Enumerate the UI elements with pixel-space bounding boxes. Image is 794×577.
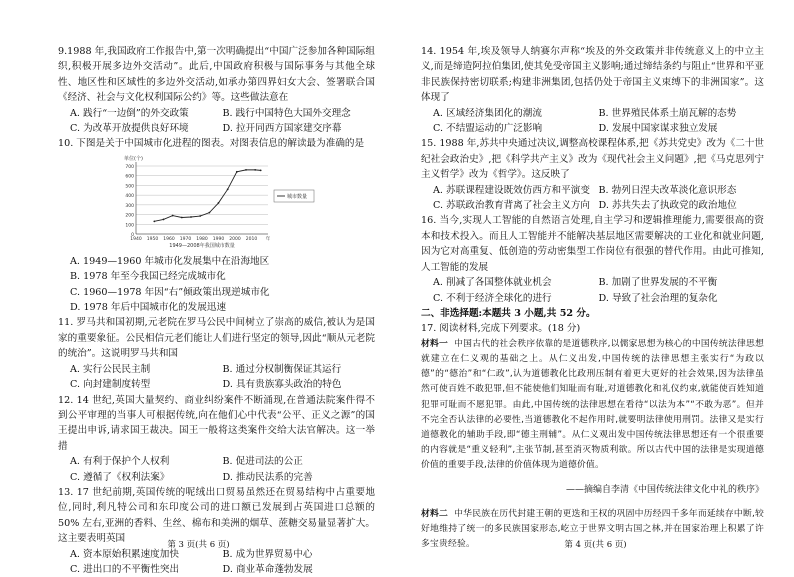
q11-stem: 11. 罗马共和国初期,元老院在罗马公民中间树立了崇高的威信,被认为是国家的重要象征。公民相信元老们能让人们进行坚定的领导,因此“顺从元老院的统治”。这说明罗马共和国 <box>58 317 375 360</box>
q11-option-d[interactable]: D. 具有贵族寡头政治的特色 <box>222 379 342 391</box>
q15-option-a[interactable]: A. 苏联课程建设既效仿西方和平演变 <box>433 184 590 196</box>
q10-stem: 10. 下图是关于中国城市化进程的图表。对图表信息的解读最为准确的是 <box>58 138 365 150</box>
chart-x-tick-label: 1940 <box>130 236 142 242</box>
q11-option-c[interactable]: C. 向封建制度转型 <box>70 379 151 391</box>
material-two-label: 材料二 <box>421 508 449 519</box>
chart-series-line <box>154 170 260 221</box>
q15-option-b[interactable]: B. 勃列日涅夫改革淡化意识形态 <box>598 184 737 196</box>
chart-data-point <box>199 215 201 217</box>
q10-option-a[interactable]: A. 1949—1960 年城市化发展集中在沿海地区 <box>70 255 270 267</box>
q12-option-d[interactable]: D. 推动民法系的完善 <box>222 471 313 483</box>
chart-data-point <box>190 216 192 218</box>
chart-x-tick-label: 1970 <box>179 236 192 242</box>
material-one-reference: ——摘编自李清《中国传统法律文化中礼的秩序》 <box>565 484 764 495</box>
q15-option-c[interactable]: C. 苏联政治教育背离了社会主义方向 <box>433 200 591 212</box>
chart-x-tick-label: 2010 <box>245 236 258 242</box>
material-one <box>421 337 764 474</box>
q10-option-c[interactable]: C. 1960—1978 年因“右”倾政策出现逆城市化 <box>70 286 270 298</box>
chart-y-axis-label: 单位(个) <box>124 155 143 162</box>
q13-option-b[interactable]: B. 成为世界贸易中心 <box>222 548 313 560</box>
q15-stem: 15. 1988 年,苏共中央通过决议,调整高校课程体系,把《苏共党史》改为《二十世纪社会政治史》,把《科学共产主义》改为《现代社会主义问题》,把《马克思列宁主义哲学》改为《哲学》。这反映了 <box>421 138 764 181</box>
page-footer-left: 第 3 页(共 6 页) <box>167 540 230 550</box>
material-one-text: 中国古代的社会秩序依靠的是道德秩序,以儒家思想为核心的中国传统法律思想就建立在仁义观的基础之上。从仁义出发,中国传统的法律思想主张实行“为政以德”的“德治”和“仁政”,认为道德教化比政刑压制有着更大更好的社会效果,因为法律虽然可使百姓不敢犯罪,但不能使他们知耻而有耻,对道德教化和礼仪约束,就能使百姓知道犯罪可耻而不愿犯罪。由此,中国传统的法律思想在看待“以法为本”“不敢为恶”。但并不完全否认法律的必要性,当道德教化不起作用时,就要明法律使用刑罚。法律又是实行道德教化的辅助手段,即“德主刑辅”。从仁义观出发中国传统法律思想还有一个很重要的内容就是“重义轻利”,主张节制,甚至消灭物质利欲。所以古代中国的法律是实现道德价值的重要手段,法律的价值体现为道德价值。 <box>421 338 764 471</box>
chart-data-point <box>254 169 256 171</box>
chart-data-point <box>208 212 210 214</box>
q12-options <box>58 454 375 485</box>
chart-x-tick-label: 1950 <box>146 236 159 242</box>
q16-option-c[interactable]: C. 不利于经济全球化的进行 <box>433 292 552 304</box>
chart-y-tick-label: 400 <box>125 193 134 199</box>
q14-options <box>421 106 764 137</box>
chart-legend-label: 城市数量 <box>287 193 308 200</box>
chart-data-point <box>260 169 262 171</box>
q14-option-a[interactable]: A. 区域经济集团化的潮流 <box>433 107 542 119</box>
q16-option-a[interactable]: A. 削减了各国整体就业机会 <box>433 277 552 289</box>
q16-option-d[interactable]: D. 导致了社会治理的复杂化 <box>598 292 718 304</box>
q13-option-d[interactable]: D. 商业革命蓬勃发展 <box>222 563 313 575</box>
chart-data-point <box>172 214 174 216</box>
chart-y-tick-label: 100 <box>125 223 134 229</box>
q16-stem: 16. 当今,实现人工智能的自然语言处理,自主学习和逻辑推理能力,需要很高的资本和技术投入。而且人工智能并不能解决基层地区需要解决的工业化和就业问题,因为它对高重复、低创造的劳动密集型工作岗位有很强的替代作用。由此可推知,人工智能的发展 <box>421 215 764 273</box>
chart-y-tick-label: 300 <box>125 203 134 209</box>
q14-option-b[interactable]: B. 世界殖民体系土崩瓦解的态势 <box>598 107 737 119</box>
q12-option-a[interactable]: A. 有利于保护个人权利 <box>70 456 170 468</box>
material-one-label: 材料一 <box>421 338 449 349</box>
chart-data-point <box>227 188 229 190</box>
q9-option-b[interactable]: B. 践行中国特色大国外交理念 <box>222 107 351 119</box>
chart-x-tick-label: 1980 <box>196 236 208 242</box>
chart-x-tick-label: 1990 <box>212 236 225 242</box>
q13-option-a[interactable]: A. 资本原始积累速度加快 <box>70 548 179 560</box>
material-two-text: 中华民族在历代封建王朝的更迭和王权的巩固中历经四千多年而延续存中断,较好地维持了统一的多民族国家形态,屹立于世界文明古国之林,并在国家治理上积累了许多宝贵经验。 <box>421 508 764 549</box>
chart-data-point <box>163 218 165 220</box>
chart-y-tick-label: 0 <box>131 232 134 238</box>
q9-options <box>58 106 375 137</box>
chart-data-point <box>245 169 247 171</box>
chart-y-tick-label: 600 <box>125 174 134 180</box>
q16-option-b[interactable]: B. 加剧了世界发展的不平衡 <box>598 277 718 289</box>
chart-data-point <box>153 220 155 222</box>
city-count-chart <box>118 154 318 250</box>
section-heading: 二、非选择题:本题共 3 小题,共 52 分。 <box>421 307 596 319</box>
q11-option-b[interactable]: B. 通过分权制衡保证其运行 <box>222 363 342 375</box>
chart-data-point <box>218 202 220 204</box>
q14-stem: 14. 1954 年,埃及领导人纳赛尔声称“埃及的外交政策并非传统意义上的中立主义,而是缔造阿拉伯集团,使其免受帝国主义影响;通过缔结条约与阻止“世界和平亚非民族保持密切联系;构建非洲集团,包括仍处于帝国主义束缚下的非洲国家”。这体现了 <box>421 46 764 104</box>
q16-options <box>421 275 764 306</box>
chart-x-tick-label: 1960 <box>163 236 175 242</box>
q9-option-c[interactable]: C. 为改革开放提供良好环境 <box>70 123 189 135</box>
q12-stem: 12. 14 世纪,英国大量契约、商业纠纷案件不断涌现,在普通法院案件得不到公平审理的当事人可根据传统,向在他们心中代表“公平、正义之源”的国王提出申诉,请求国王裁决。国王一般将这类案件交给大法官解决。这一举措 <box>58 394 375 452</box>
q12-option-b[interactable]: B. 促进司法的公正 <box>222 456 303 468</box>
chart-x-axis-label: 1949—2008年我国城市数量 <box>169 242 235 249</box>
q10-option-d[interactable]: D. 1978 年后中国城市化的发展迅速 <box>70 302 227 314</box>
chart-data-point <box>236 171 238 173</box>
chart-data-point <box>181 216 183 218</box>
q13-stem: 13. 17 世纪前期,英国传统的呢绒出口贸易虽然还在贸易结构中占重要地位,同时,利凡特公司和东印度公司的进口额已发展到占英国进口总额的 50% 左右,亚洲的香料、生丝、棉布和美洲的烟草、蔗糖交易量显著扩大。这主要表明英国 <box>58 486 375 545</box>
chart-x-tick-label: 年 <box>265 236 271 242</box>
chart-y-tick-label: 500 <box>125 184 134 190</box>
chart-y-tick-label: 200 <box>125 213 134 219</box>
q14-option-d[interactable]: D. 发展中国家谋求独立发展 <box>598 123 718 135</box>
q12-option-c[interactable]: C. 遵循了《权利法案》 <box>70 471 170 483</box>
q13-option-c[interactable]: C. 进出口的不平衡性突出 <box>70 563 180 575</box>
q15-option-d[interactable]: D. 苏共失去了执政党的政治地位 <box>598 200 737 212</box>
q10-option-b[interactable]: B. 1978 年至今我国已经完成城市化 <box>70 271 226 283</box>
q9-option-a[interactable]: A. 践行“一边倒”的外交政策 <box>70 107 189 119</box>
q17-stem: 17. 阅读材料,完成下列要求。(18 分) <box>421 323 581 335</box>
chart-x-tick-label: 2000 <box>229 236 241 242</box>
q9-option-d[interactable]: D. 拉开同西方国家建交序幕 <box>222 123 342 135</box>
left-page <box>0 0 397 575</box>
q11-options <box>58 362 375 393</box>
q14-option-c[interactable]: C. 不结盟运动的广泛影响 <box>433 123 543 135</box>
page-footer-right: 第 4 页(共 6 页) <box>564 540 627 550</box>
chart-y-tick-label: 700 <box>125 164 134 170</box>
q11-option-a[interactable]: A. 实行公民民主制 <box>70 363 151 375</box>
right-page <box>397 0 794 562</box>
q9-stem: 9.1988 年,我国政府工作报告中,第一次明确提出“中国广泛参加各种国际组织,积极开展多边外交活动”。此后,中国政府积极与国际事务与其他全球性、地区性和区域性的多边外交活动,如承办第四界妇女大会、签署联合国《经济、社会与文化权利国际公约》等。这些做法意在 <box>58 46 375 104</box>
q15-options <box>421 183 764 214</box>
